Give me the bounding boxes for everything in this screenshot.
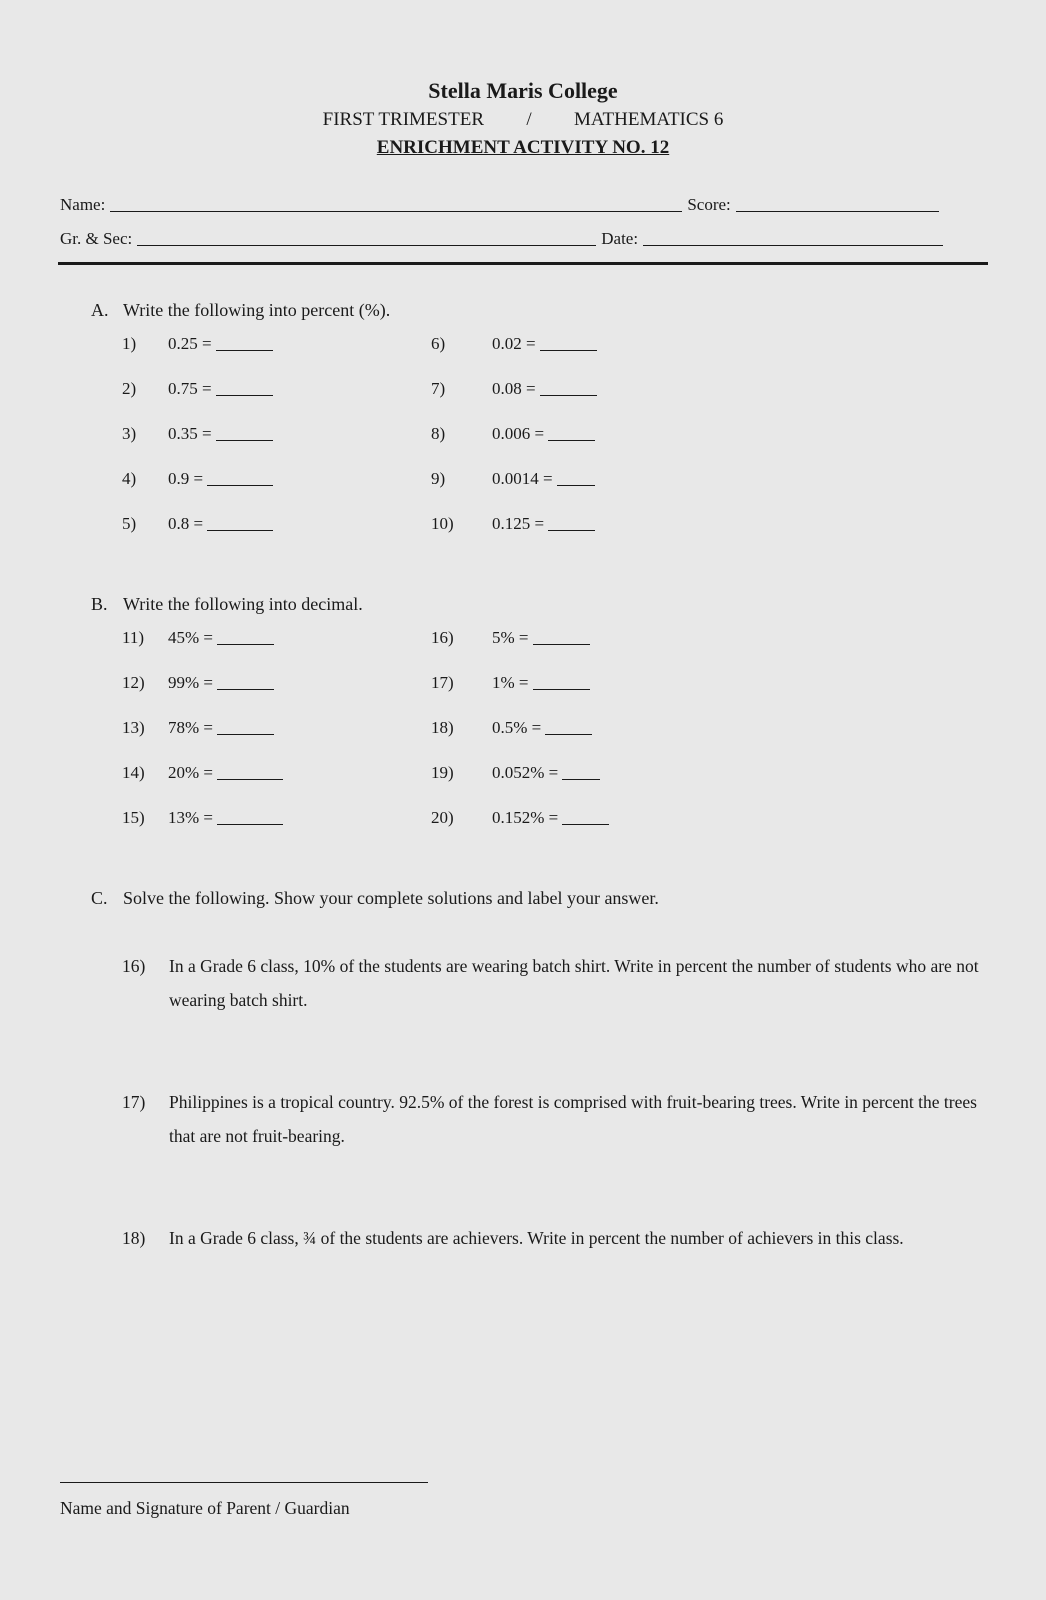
date-label: Date:	[601, 229, 639, 248]
score-field[interactable]	[736, 194, 939, 212]
item-expression: 0.125 =	[492, 514, 545, 533]
school-name: Stella Maris College	[428, 78, 618, 103]
answer-blank[interactable]	[217, 764, 283, 780]
answer-blank[interactable]	[540, 335, 597, 351]
item-expression: 0.8 =	[168, 514, 204, 533]
word-problem	[122, 949, 982, 1017]
worksheet-header	[0, 76, 1046, 162]
grade-section-label: Gr. & Sec:	[60, 229, 133, 248]
section-b-title	[91, 592, 363, 616]
list-item	[122, 468, 273, 490]
problem-text: In a Grade 6 class, ¾ of the students are achievers. Write in percent the number of achievers in this class.	[169, 1228, 904, 1248]
item-number: 15)	[122, 808, 145, 827]
problem-number: 16)	[122, 956, 146, 976]
signature-label: Name and Signature of Parent / Guardian	[60, 1498, 350, 1518]
item-number: 8)	[431, 424, 446, 443]
list-item	[122, 807, 283, 829]
list-item	[122, 423, 273, 445]
list-item	[122, 333, 273, 355]
answer-blank[interactable]	[216, 380, 273, 396]
item-expression: 0.35 =	[168, 424, 212, 443]
item-number: 19)	[431, 763, 454, 782]
score-label: Score:	[687, 195, 731, 214]
answer-blank[interactable]	[216, 425, 273, 441]
answer-blank[interactable]	[533, 629, 590, 645]
item-expression: 78% =	[168, 718, 213, 737]
list-item	[122, 672, 274, 694]
section-a-letter: A.	[91, 300, 109, 320]
separator: /	[526, 109, 532, 130]
list-item	[122, 378, 273, 400]
item-number: 5)	[122, 514, 137, 533]
item-expression: 0.006 =	[492, 424, 545, 443]
activity-title: ENRICHMENT ACTIVITY NO. 12	[376, 137, 670, 158]
item-number: 11)	[122, 628, 145, 647]
subject: MATHEMATICS 6	[574, 109, 724, 130]
word-problem	[122, 1085, 982, 1153]
list-item	[431, 378, 597, 400]
item-number: 18)	[431, 718, 454, 737]
item-number: 2)	[122, 379, 137, 398]
list-item	[431, 333, 597, 355]
item-expression: 0.5% =	[492, 718, 542, 737]
list-item	[431, 468, 595, 490]
item-number: 16)	[431, 628, 454, 647]
item-number: 7)	[431, 379, 446, 398]
list-item	[122, 717, 274, 739]
item-expression: 0.08 =	[492, 379, 536, 398]
signature-line[interactable]	[60, 1482, 428, 1483]
item-expression: 20% =	[168, 763, 213, 782]
answer-blank[interactable]	[217, 629, 274, 645]
answer-blank[interactable]	[217, 719, 274, 735]
list-item	[431, 807, 609, 829]
item-number: 13)	[122, 718, 145, 737]
item-expression: 99% =	[168, 673, 213, 692]
grade-date-row	[60, 224, 980, 250]
item-expression: 5% =	[492, 628, 529, 647]
list-item	[431, 423, 595, 445]
item-expression: 0.052% =	[492, 763, 559, 782]
item-expression: 0.0014 =	[492, 469, 553, 488]
list-item	[431, 762, 600, 784]
list-item	[431, 717, 592, 739]
item-expression: 45% =	[168, 628, 213, 647]
list-item	[431, 513, 595, 535]
section-c-instruction: Solve the following. Show your complete solutions and label your answer.	[123, 888, 659, 908]
section-a-instruction: Write the following into percent (%).	[123, 300, 391, 320]
list-item	[122, 627, 274, 649]
answer-blank[interactable]	[216, 335, 273, 351]
word-problem	[122, 1221, 982, 1255]
section-c-letter: C.	[91, 888, 108, 908]
item-number: 4)	[122, 469, 137, 488]
answer-blank[interactable]	[533, 674, 590, 690]
item-expression: 0.75 =	[168, 379, 212, 398]
grade-section-field[interactable]	[137, 228, 596, 246]
term: FIRST TRIMESTER	[322, 109, 484, 130]
item-number: 3)	[122, 424, 137, 443]
name-field[interactable]	[110, 194, 682, 212]
header-divider	[58, 262, 988, 265]
section-a-title	[91, 298, 390, 322]
section-c-title	[91, 886, 659, 910]
item-expression: 0.02 =	[492, 334, 536, 353]
answer-blank[interactable]	[562, 809, 609, 825]
item-expression: 0.9 =	[168, 469, 204, 488]
item-number: 20)	[431, 808, 454, 827]
problem-text: Philippines is a tropical country. 92.5% of the forest is comprised with fruit-bearing trees. Write in percent the trees that are not fruit-bearing.	[169, 1092, 977, 1146]
section-b-instruction: Write the following into decimal.	[123, 594, 363, 614]
answer-blank[interactable]	[562, 764, 600, 780]
list-item	[122, 762, 283, 784]
item-number: 10)	[431, 514, 454, 533]
answer-blank[interactable]	[548, 515, 595, 531]
answer-blank[interactable]	[548, 425, 595, 441]
problem-number: 18)	[122, 1228, 146, 1248]
item-number: 9)	[431, 469, 446, 488]
item-expression: 0.152% =	[492, 808, 559, 827]
name-label: Name:	[60, 195, 106, 214]
item-expression: 1% =	[492, 673, 529, 692]
item-number: 1)	[122, 334, 137, 353]
term-subject-line	[0, 106, 1046, 134]
list-item	[122, 513, 273, 535]
list-item	[431, 627, 590, 649]
answer-blank[interactable]	[207, 515, 273, 531]
answer-blank[interactable]	[217, 674, 274, 690]
list-item	[431, 672, 590, 694]
item-expression: 13% =	[168, 808, 213, 827]
answer-blank[interactable]	[545, 719, 592, 735]
item-expression: 0.25 =	[168, 334, 212, 353]
answer-blank[interactable]	[557, 470, 595, 486]
answer-blank[interactable]	[217, 809, 283, 825]
name-score-row	[60, 190, 980, 216]
problem-text: In a Grade 6 class, 10% of the students are wearing batch shirt. Write in percent the number of students who are not wearing batch shirt.	[169, 956, 979, 1010]
item-number: 17)	[431, 673, 454, 692]
item-number: 14)	[122, 763, 145, 782]
date-field[interactable]	[643, 228, 943, 246]
answer-blank[interactable]	[207, 470, 273, 486]
problem-number: 17)	[122, 1092, 146, 1112]
answer-blank[interactable]	[540, 380, 597, 396]
item-number: 12)	[122, 673, 145, 692]
item-number: 6)	[431, 334, 446, 353]
section-b-letter: B.	[91, 594, 108, 614]
